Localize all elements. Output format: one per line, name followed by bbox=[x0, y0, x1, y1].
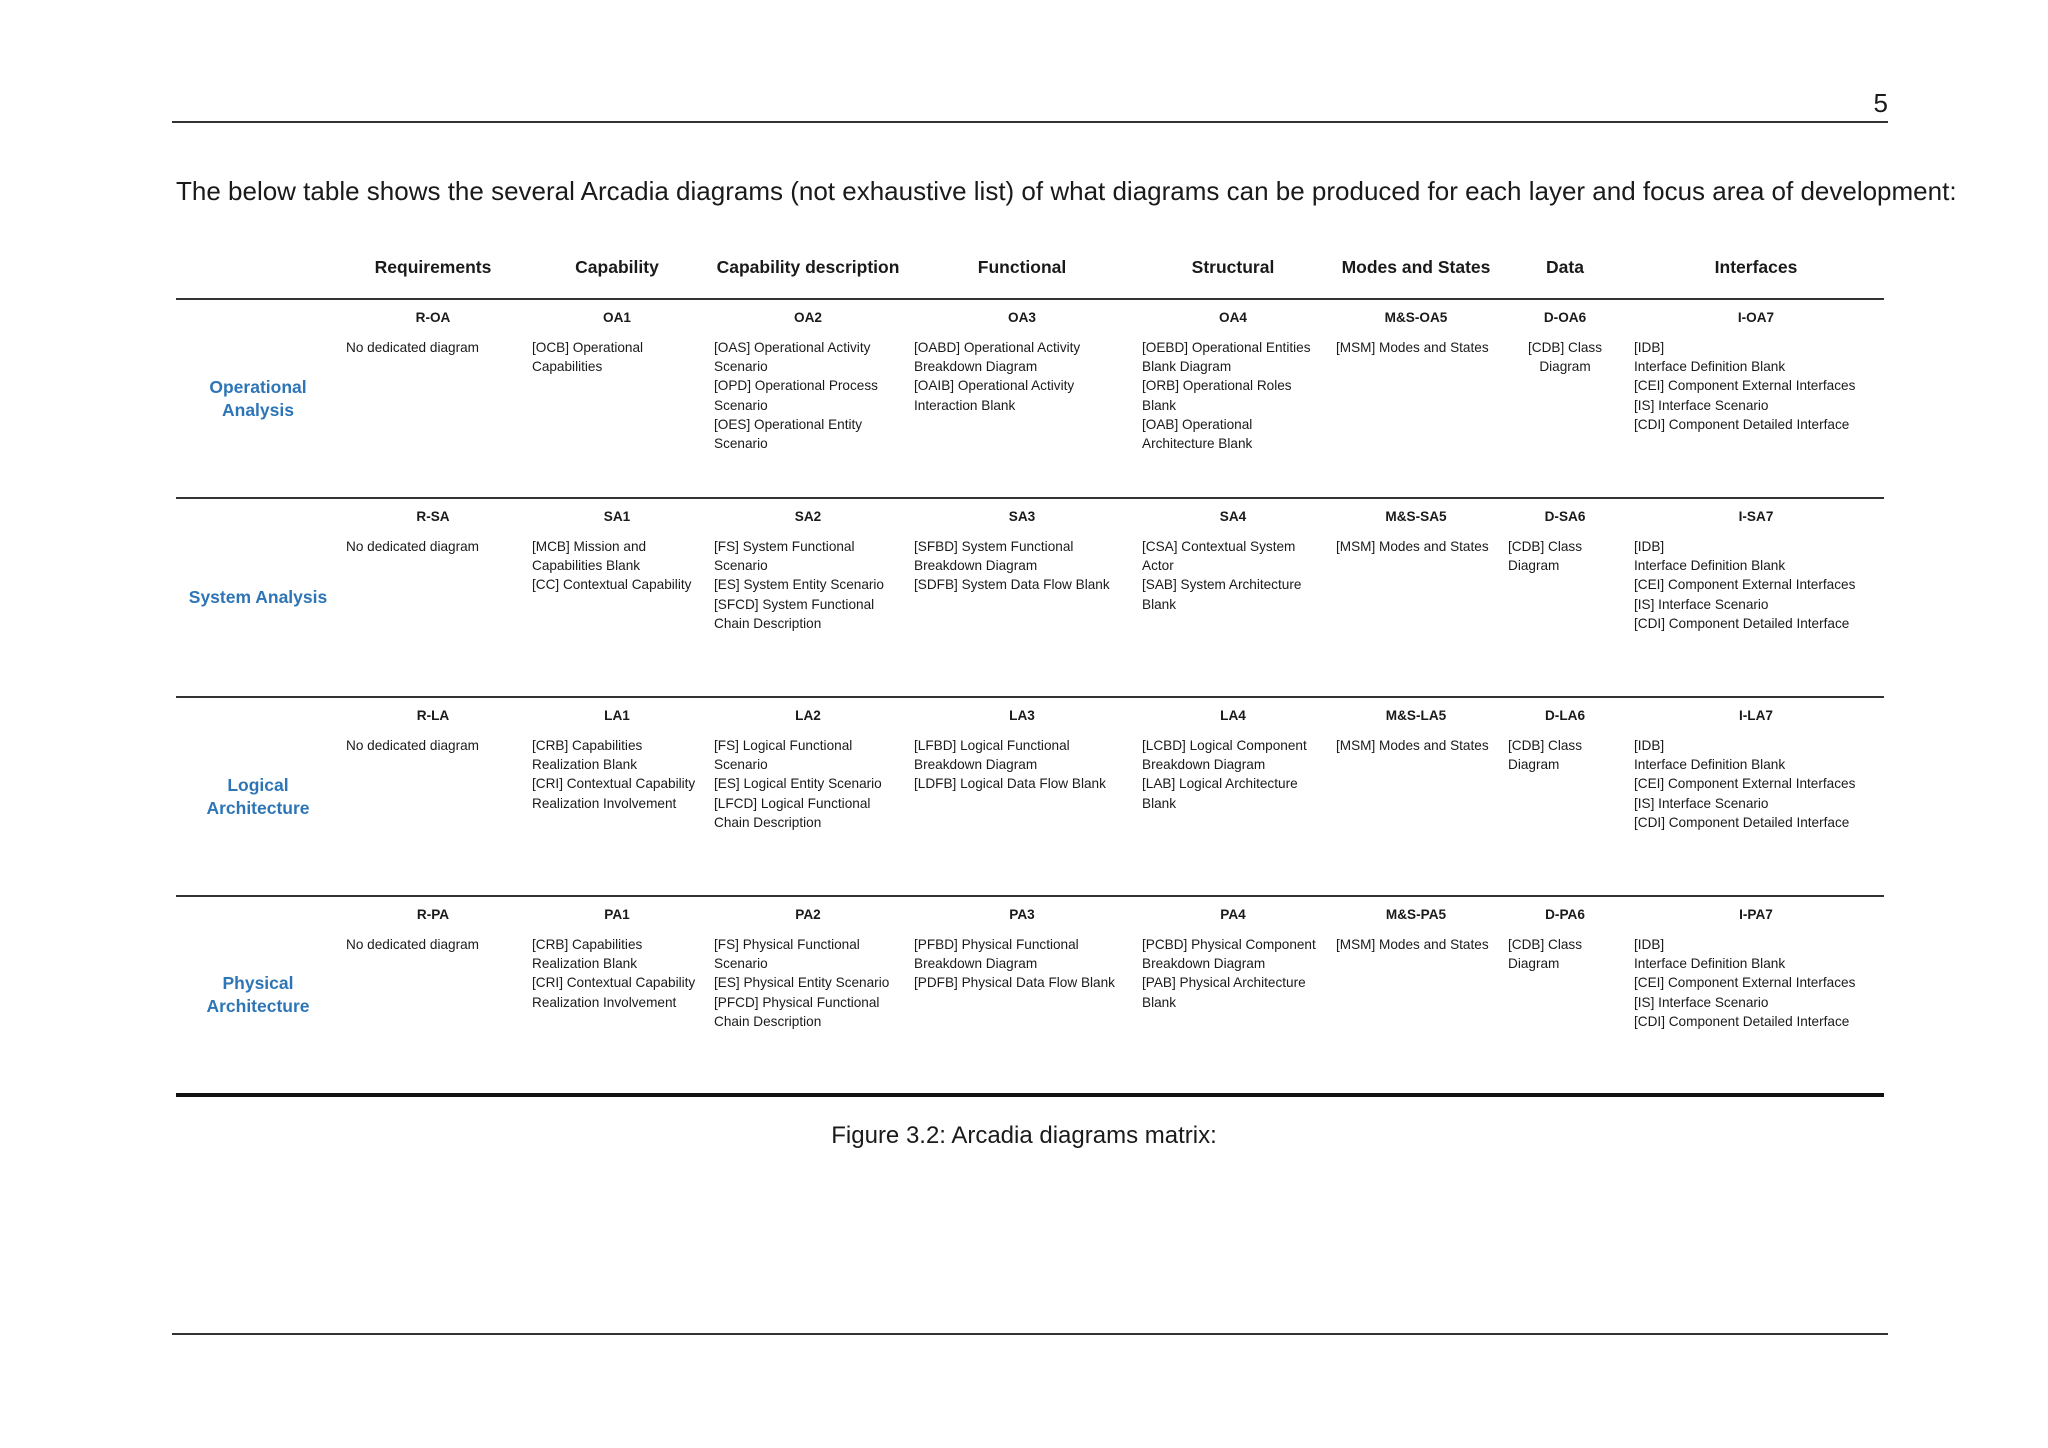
diagram-code: LA1 bbox=[604, 708, 630, 723]
diagram-code: I-PA7 bbox=[1739, 907, 1773, 922]
cell-capability-description bbox=[708, 697, 908, 896]
diagram-list: [PFBD] Physical Functional Breakdown Diagram [PDFB] Physical Data Flow Blank bbox=[914, 937, 1115, 991]
cell-interfaces bbox=[1628, 697, 1884, 896]
diagram-list: [MSM] Modes and States bbox=[1336, 340, 1489, 355]
cell-functional bbox=[908, 697, 1136, 896]
diagram-list: [CDB] Class Diagram bbox=[1508, 539, 1583, 574]
cell-data bbox=[1502, 697, 1628, 896]
diagram-code: OA1 bbox=[603, 310, 631, 325]
cell-structural bbox=[1136, 697, 1330, 896]
diagram-code: I-LA7 bbox=[1739, 708, 1773, 723]
diagram-list: [CDB] Class Diagram bbox=[1508, 738, 1583, 773]
layer-label: System Analysis bbox=[188, 587, 328, 607]
diagram-code: I-SA7 bbox=[1738, 509, 1774, 524]
diagram-list: [OABD] Operational Activity Breakdown Diagram [OAIB] Operational Activity Interaction Blank bbox=[914, 340, 1081, 413]
diagram-list: [OAS] Operational Activity Scenario [OPD] Operational Process Scenario [OES] Operational Entity Scenario bbox=[714, 340, 878, 452]
cell-requirements bbox=[340, 896, 526, 1095]
layer-row bbox=[176, 697, 1884, 896]
cell-capability bbox=[526, 896, 708, 1095]
cell-functional bbox=[908, 299, 1136, 498]
diagram-list: [CRB] Capabilities Realization Blank [CRI] Contextual Capability Realization Involvement bbox=[532, 937, 696, 1010]
cell-requirements bbox=[340, 299, 526, 498]
diagram-list: [CDB] Class Diagram bbox=[1508, 937, 1583, 972]
cell-structural bbox=[1136, 299, 1330, 498]
cell-interfaces bbox=[1628, 498, 1884, 697]
diagram-list: No dedicated diagram bbox=[346, 738, 479, 753]
diagram-code: SA2 bbox=[794, 509, 822, 524]
diagram-code: SA4 bbox=[1219, 509, 1247, 524]
diagram-list: [MCB] Mission and Capabilities Blank [CC] Contextual Capability bbox=[532, 539, 692, 593]
column-header-structural: Structural bbox=[1191, 256, 1275, 277]
layer-label: Operational Analysis bbox=[209, 376, 307, 420]
diagram-list: No dedicated diagram bbox=[346, 340, 479, 355]
diagram-code: I-OA7 bbox=[1737, 310, 1775, 325]
cell-capability bbox=[526, 697, 708, 896]
figure-caption: Figure 3.2: Arcadia diagrams matrix: bbox=[831, 1122, 1217, 1149]
cell-interfaces bbox=[1628, 896, 1884, 1095]
diagram-code: PA2 bbox=[795, 907, 821, 922]
diagram-code: LA4 bbox=[1220, 708, 1246, 723]
diagram-code: SA1 bbox=[603, 509, 631, 524]
layer-header bbox=[176, 236, 340, 299]
diagram-list: [MSM] Modes and States bbox=[1336, 539, 1489, 554]
column-header-data: Data bbox=[1546, 256, 1584, 277]
header-row bbox=[176, 236, 1884, 299]
diagram-list: [IDB] Interface Definition Blank [CEI] Component External Interfaces [IS] Interface Scenario [CDI] Component Detailed Interface bbox=[1634, 937, 1856, 1029]
diagram-list: No dedicated diagram bbox=[346, 539, 479, 554]
column-header-interfaces: Interfaces bbox=[1714, 256, 1798, 277]
diagram-list: No dedicated diagram bbox=[346, 937, 479, 952]
diagram-list: [CRB] Capabilities Realization Blank [CRI] Contextual Capability Realization Involvement bbox=[532, 738, 696, 811]
layer-label: Physical Architecture bbox=[206, 973, 310, 1016]
diagram-list: [IDB] Interface Definition Blank [CEI] Component External Interfaces [IS] Interface Scenario [CDI] Component Detailed Interface bbox=[1634, 340, 1856, 432]
diagram-code: OA3 bbox=[1008, 310, 1036, 325]
cell-structural bbox=[1136, 498, 1330, 697]
diagram-list: [FS] Logical Functional Scenario [ES] Logical Entity Scenario [LFCD] Logical Functional Chain Description bbox=[714, 738, 882, 830]
diagram-code: LA2 bbox=[795, 708, 821, 723]
diagram-code: D-OA6 bbox=[1543, 310, 1587, 325]
diagram-list: [OCB] Operational Capabilities bbox=[532, 340, 644, 375]
diagram-code: D-LA6 bbox=[1544, 708, 1586, 723]
header-rule bbox=[172, 121, 1888, 123]
diagram-list: [FS] System Functional Scenario [ES] System Entity Scenario [SFCD] System Functional Chain Description bbox=[714, 539, 884, 631]
cell-functional bbox=[908, 896, 1136, 1095]
cell-data bbox=[1502, 299, 1628, 498]
diagram-code: M&S-OA5 bbox=[1384, 310, 1448, 325]
diagram-code: OA4 bbox=[1219, 310, 1247, 325]
intro-paragraph: The below table shows the several Arcadia diagrams (not exhaustive list) of what diagrams can be produced for each layer and focus area of development: bbox=[176, 176, 1957, 206]
column-header-modes-and-states: Modes and States bbox=[1341, 256, 1491, 277]
diagram-code: R-LA bbox=[416, 708, 450, 723]
diagram-code: D-SA6 bbox=[1544, 509, 1586, 524]
cell-data bbox=[1502, 498, 1628, 697]
diagram-code: OA2 bbox=[794, 310, 822, 325]
cell-requirements bbox=[340, 498, 526, 697]
diagram-code: D-PA6 bbox=[1545, 907, 1585, 922]
diagram-list: [IDB] Interface Definition Blank [CEI] Component External Interfaces [IS] Interface Scenario [CDI] Component Detailed Interface bbox=[1634, 539, 1856, 631]
diagram-code: M&S-LA5 bbox=[1385, 708, 1447, 723]
cell-data bbox=[1502, 896, 1628, 1095]
diagram-code: PA1 bbox=[604, 907, 630, 922]
cell-capability bbox=[526, 299, 708, 498]
diagram-code: LA3 bbox=[1009, 708, 1035, 723]
cell-capability-description bbox=[708, 896, 908, 1095]
layer-label: Logical Architecture bbox=[206, 774, 310, 818]
layer-row bbox=[176, 299, 1884, 498]
diagram-list: [MSM] Modes and States bbox=[1336, 937, 1489, 952]
matrix-body bbox=[176, 299, 1884, 1095]
cell-modes-and-states bbox=[1330, 299, 1502, 498]
cell-interfaces bbox=[1628, 299, 1884, 498]
diagram-code: R-SA bbox=[416, 509, 450, 524]
diagram-code: PA3 bbox=[1009, 907, 1035, 922]
diagram-list: [OEBD] Operational Entities Blank Diagram [ORB] Operational Roles Blank [OAB] Operational Architecture Blank bbox=[1142, 340, 1311, 452]
arcadia-diagrams-matrix bbox=[176, 236, 1884, 1097]
diagram-list: [IDB] Interface Definition Blank [CEI] Component External Interfaces [IS] Interface Scenario [CDI] Component Detailed Interface bbox=[1634, 738, 1856, 830]
cell-capability-description bbox=[708, 299, 908, 498]
cell-modes-and-states bbox=[1330, 896, 1502, 1095]
diagram-code: R-PA bbox=[416, 907, 450, 922]
diagram-code: M&S-SA5 bbox=[1385, 509, 1447, 524]
diagram-list: [LFBD] Logical Functional Breakdown Diagram [LDFB] Logical Data Flow Blank bbox=[914, 738, 1106, 792]
layer-row bbox=[176, 896, 1884, 1095]
diagram-list: [FS] Physical Functional Scenario [ES] Physical Entity Scenario [PFCD] Physical Functional Chain Description bbox=[714, 937, 890, 1029]
column-header-capability: Capability bbox=[575, 256, 659, 277]
cell-capability bbox=[526, 498, 708, 697]
diagram-list: [CDB] Class Diagram bbox=[1527, 340, 1603, 375]
layer-row bbox=[176, 498, 1884, 697]
column-header-requirements: Requirements bbox=[374, 256, 492, 277]
column-header-functional: Functional bbox=[977, 256, 1067, 277]
cell-requirements bbox=[340, 697, 526, 896]
diagram-code: R-OA bbox=[415, 310, 451, 325]
cell-modes-and-states bbox=[1330, 697, 1502, 896]
column-header-capability-description: Capability description bbox=[716, 256, 900, 277]
page-number: 5 bbox=[1873, 88, 1888, 118]
diagram-list: [SFBD] System Functional Breakdown Diagram [SDFB] System Data Flow Blank bbox=[914, 539, 1110, 593]
cell-modes-and-states bbox=[1330, 498, 1502, 697]
diagram-list: [PCBD] Physical Component Breakdown Diagram [PAB] Physical Architecture Blank bbox=[1142, 937, 1316, 1010]
diagram-list: [LCBD] Logical Component Breakdown Diagram [LAB] Logical Architecture Blank bbox=[1142, 738, 1307, 811]
diagram-list: [MSM] Modes and States bbox=[1336, 738, 1489, 753]
diagram-list: [CSA] Contextual System Actor [SAB] System Architecture Blank bbox=[1142, 539, 1302, 612]
cell-structural bbox=[1136, 896, 1330, 1095]
diagram-code: M&S-PA5 bbox=[1385, 907, 1447, 922]
footer-rule bbox=[172, 1333, 1888, 1335]
cell-capability-description bbox=[708, 498, 908, 697]
diagram-code: SA3 bbox=[1008, 509, 1036, 524]
diagram-code: PA4 bbox=[1220, 907, 1246, 922]
cell-functional bbox=[908, 498, 1136, 697]
